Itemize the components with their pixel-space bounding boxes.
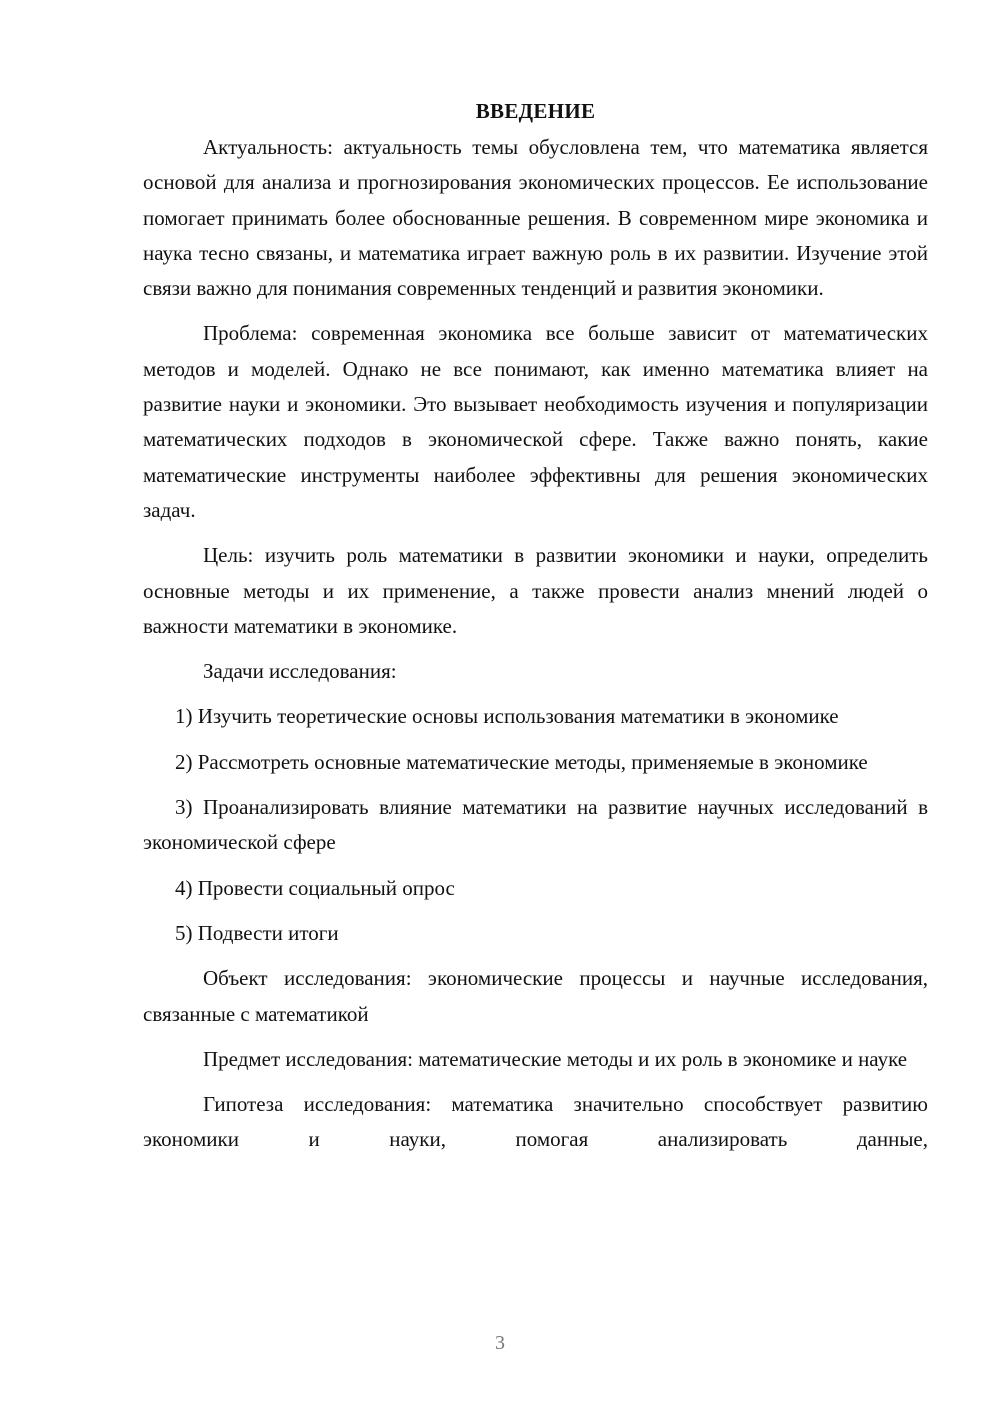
research-subject-paragraph: Предмет исследования: математические методы и их роль в экономике и науке (203, 1046, 908, 1071)
goal-paragraph: Цель: изучить роль математики в развитии экономики и науки, определить основные методы и их применение, а также провести анализ мнений людей о важности математики в экономике. (143, 543, 928, 638)
tasks-heading: Задачи исследования: (203, 659, 397, 684)
relevance-paragraph: Актуальность: актуальность темы обусловлена тем, что математика является основой для анализа и прогнозирования экономических процессов. Ее использование помогает принимать более обоснованные решения. В современном мире экономика и наука тесно связаны, и математика играет важную роль в их развитии. Изучение этой связи важно для понимания современных тенденций и развития экономики. (143, 135, 928, 301)
task-item: 5) Подвести итоги (175, 920, 339, 945)
task-item: 2) Рассмотреть основные математические методы, применяемые в экономике (175, 749, 868, 774)
problem-paragraph: Проблема: современная экономика все больше зависит от математических методов и моделей. Однако не все понимают, как именно математика влияет на развитие науки и экономики. Это вызывает необходимость изучения и популяризации математических подходов в экономической сфере. Также важно понять, какие математические инструменты наиболее эффективны для решения экономических задач. (143, 321, 928, 522)
page-number: 3 (495, 1332, 505, 1354)
page-content (143, 96, 928, 1168)
research-object-paragraph: Объект исследования: экономические процессы и научные исследования, связанные с математикой (143, 966, 928, 1026)
task-item: 4) Провести социальный опрос (175, 875, 455, 900)
task-item: 3) Проанализировать влияние математики на развитие научных исследований в экономической сфере (143, 795, 928, 855)
hypothesis-paragraph: Гипотеза исследования: математика значительно способствует развитию экономики и науки, помогая анализировать данные, (143, 1092, 928, 1152)
task-item: 1) Изучить теоретические основы использования математики в экономике (175, 704, 839, 729)
section-title: ВВЕДЕНИЕ (475, 99, 596, 123)
